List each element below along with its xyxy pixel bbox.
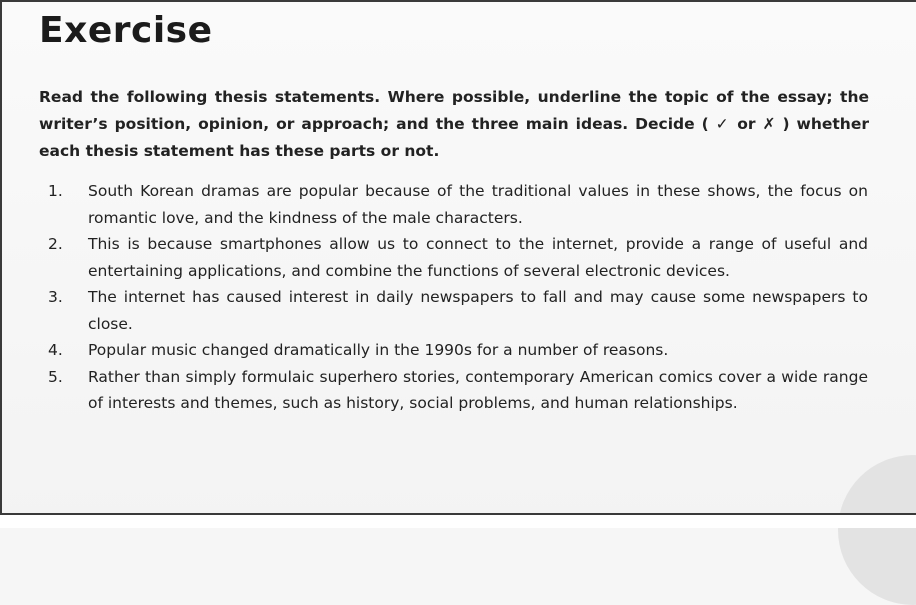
item-text: Popular music changed dramatically in the 1990s for a number of reasons. — [88, 341, 669, 359]
top-border — [0, 0, 916, 2]
left-border — [0, 0, 2, 528]
list-item — [48, 178, 868, 231]
page-title: Exercise — [39, 10, 213, 51]
list-item — [48, 284, 868, 337]
item-text: The internet has caused interest in daily newspapers to fall and may cause some newspapers to close. — [88, 288, 868, 333]
item-text: South Korean dramas are popular because of the traditional values in these shows, the focus on romantic love, and the kindness of the male characters. — [88, 182, 868, 227]
item-number: 1. — [48, 182, 63, 200]
item-text: This is because smartphones allow us to connect to the internet, provide a range of useful and entertaining applications, and combine the functions of several electronic devices. — [88, 235, 868, 280]
item-text: Rather than simply formulaic superhero stories, contemporary American comics cover a wide range of interests and themes, such as history, social problems, and human relationships. — [88, 367, 868, 412]
decorative-circle — [838, 455, 916, 605]
item-number: 5. — [48, 367, 63, 386]
instructions-text: Read the following thesis statements. Where possible, underline the topic of the essay; the writer’s position, opinion, or approach; and the three main ideas. Decide ( ✓ or ✗ ) whether each thesis statement has these parts or not. — [39, 88, 869, 160]
list-item — [48, 364, 868, 417]
item-number: 2. — [48, 235, 63, 253]
bottom-band — [0, 515, 916, 528]
list-item — [48, 231, 868, 284]
list-item — [48, 337, 868, 364]
item-number: 3. — [48, 288, 63, 306]
item-number: 4. — [48, 341, 63, 359]
thesis-list — [48, 178, 868, 417]
